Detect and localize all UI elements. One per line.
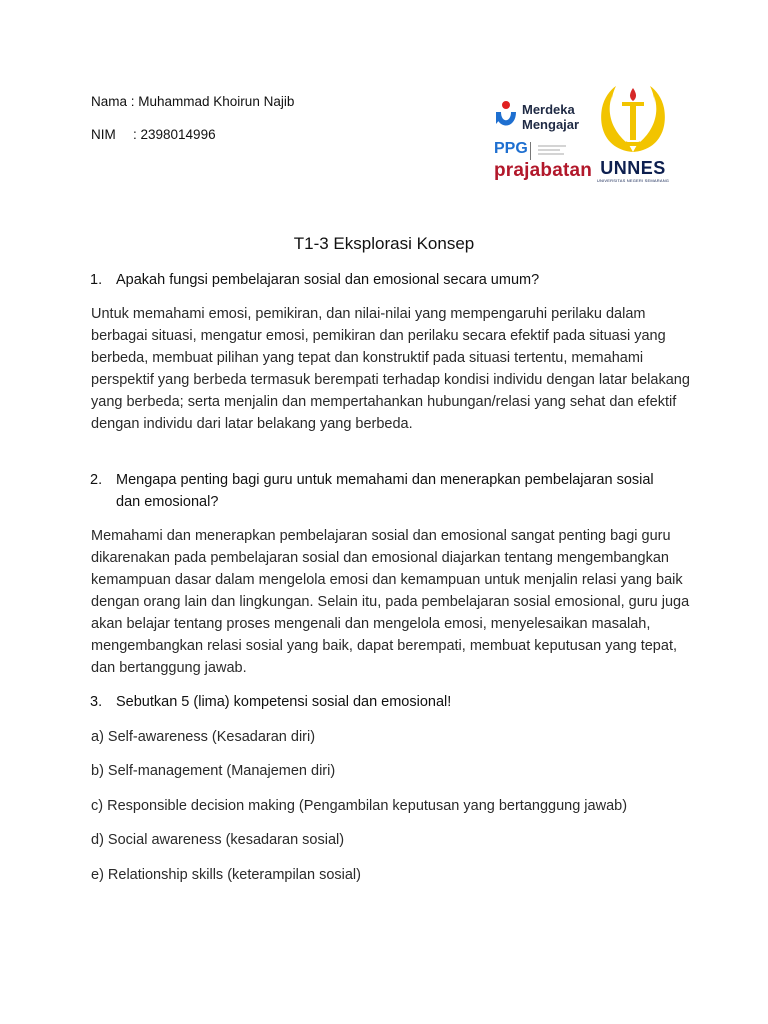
merdeka-mengajar-icon: [492, 100, 520, 140]
question-text: Mengapa penting bagi guru untuk memahami dan menerapkan pembelajaran sosial dan emosional?: [116, 472, 654, 510]
merdeka-mengajar-brand: [522, 102, 579, 132]
page-title: T1-3 Eksplorasi Konsep: [293, 234, 475, 253]
answer-1-paragraph: Untuk memahami emosi, pemikiran, dan nilai-nilai yang mempengaruhi perilaku dalam berbagai situasi, mengatur emosi, pemikiran dan perilaku secara efektif pada situasi yang berbeda, membuat pilihan yang tepat dan konstruktif pada situasi tertentu, memahami perspektif yang berbeda termasuk berempati terhadap kondisi individu dengan latar belakang yang berbeda; serta menjalin dan mempertahankan hubungan/relasi yang sehat dan efektif dengan individu dari latar belakang yang berbeda.: [91, 306, 690, 432]
question-1: [90, 269, 676, 291]
logo-divider: [530, 142, 531, 160]
question-3: [90, 691, 676, 713]
question-number: 1.: [90, 272, 103, 288]
nim-label: NIM: [91, 127, 116, 142]
ppg-subtitle-scribble: [536, 143, 576, 159]
ppg-label: PPG: [494, 140, 528, 157]
competency-item: e) Relationship skills (keterampilan sosial): [91, 867, 361, 883]
student-nim-line: [91, 127, 216, 142]
competency-item: d) Social awareness (kesadaran sosial): [91, 832, 345, 848]
student-name-line: Nama : Muhammad Khoirun Najib: [91, 94, 295, 109]
competency-item: a) Self-awareness (Kesadaran diri): [91, 729, 316, 745]
question-text: Apakah fungsi pembelajaran sosial dan emosional secara umum?: [116, 272, 540, 288]
question-number: 2.: [90, 472, 103, 488]
answer-2-paragraph: Memahami dan menerapkan pembelajaran sosial dan emosional sangat penting bagi guru dikarenakan pada pembelajaran sosial dan emosional diajarkan tentang mengembangkan kemampuan dasar dalam mengelola emosi dan kemampuan untuk menjalin relasi yang baik dengan orang lain dan lingkungan. Selain itu, pada pembelajaran sosial emosional, guru juga akan belajar tentang proses mengenali dan mengelola emosi, menyelesaikan masalah, mengembangkan relasi sosial yang baik, dapat berempati, membuat keputusan yang tepat, dan bertanggung jawab.: [91, 528, 690, 676]
question-number: 3.: [90, 694, 103, 710]
unnes-emblem-icon: [596, 82, 670, 158]
nim-value: : 2398014996: [133, 127, 216, 142]
competency-item: b) Self-management (Manajemen diri): [91, 763, 336, 779]
brand-line-1: Merdeka: [522, 102, 575, 117]
brand-line-2: Mengajar: [522, 117, 580, 132]
unnes-wordmark: UNNES: [600, 158, 666, 178]
competency-item: c) Responsible decision making (Pengambilan keputusan yang bertanggung jawab): [91, 798, 628, 814]
prajabatan-label: prajabatan: [494, 160, 593, 181]
question-2: [90, 469, 676, 513]
unnes-logo: [596, 82, 676, 186]
question-text: Sebutkan 5 (lima) kompetensi sosial dan emosional!: [116, 694, 452, 710]
unnes-subtitle: UNIVERSITAS NEGERI SEMARANG: [596, 178, 670, 183]
merdeka-mengajar-logo: [492, 96, 592, 184]
